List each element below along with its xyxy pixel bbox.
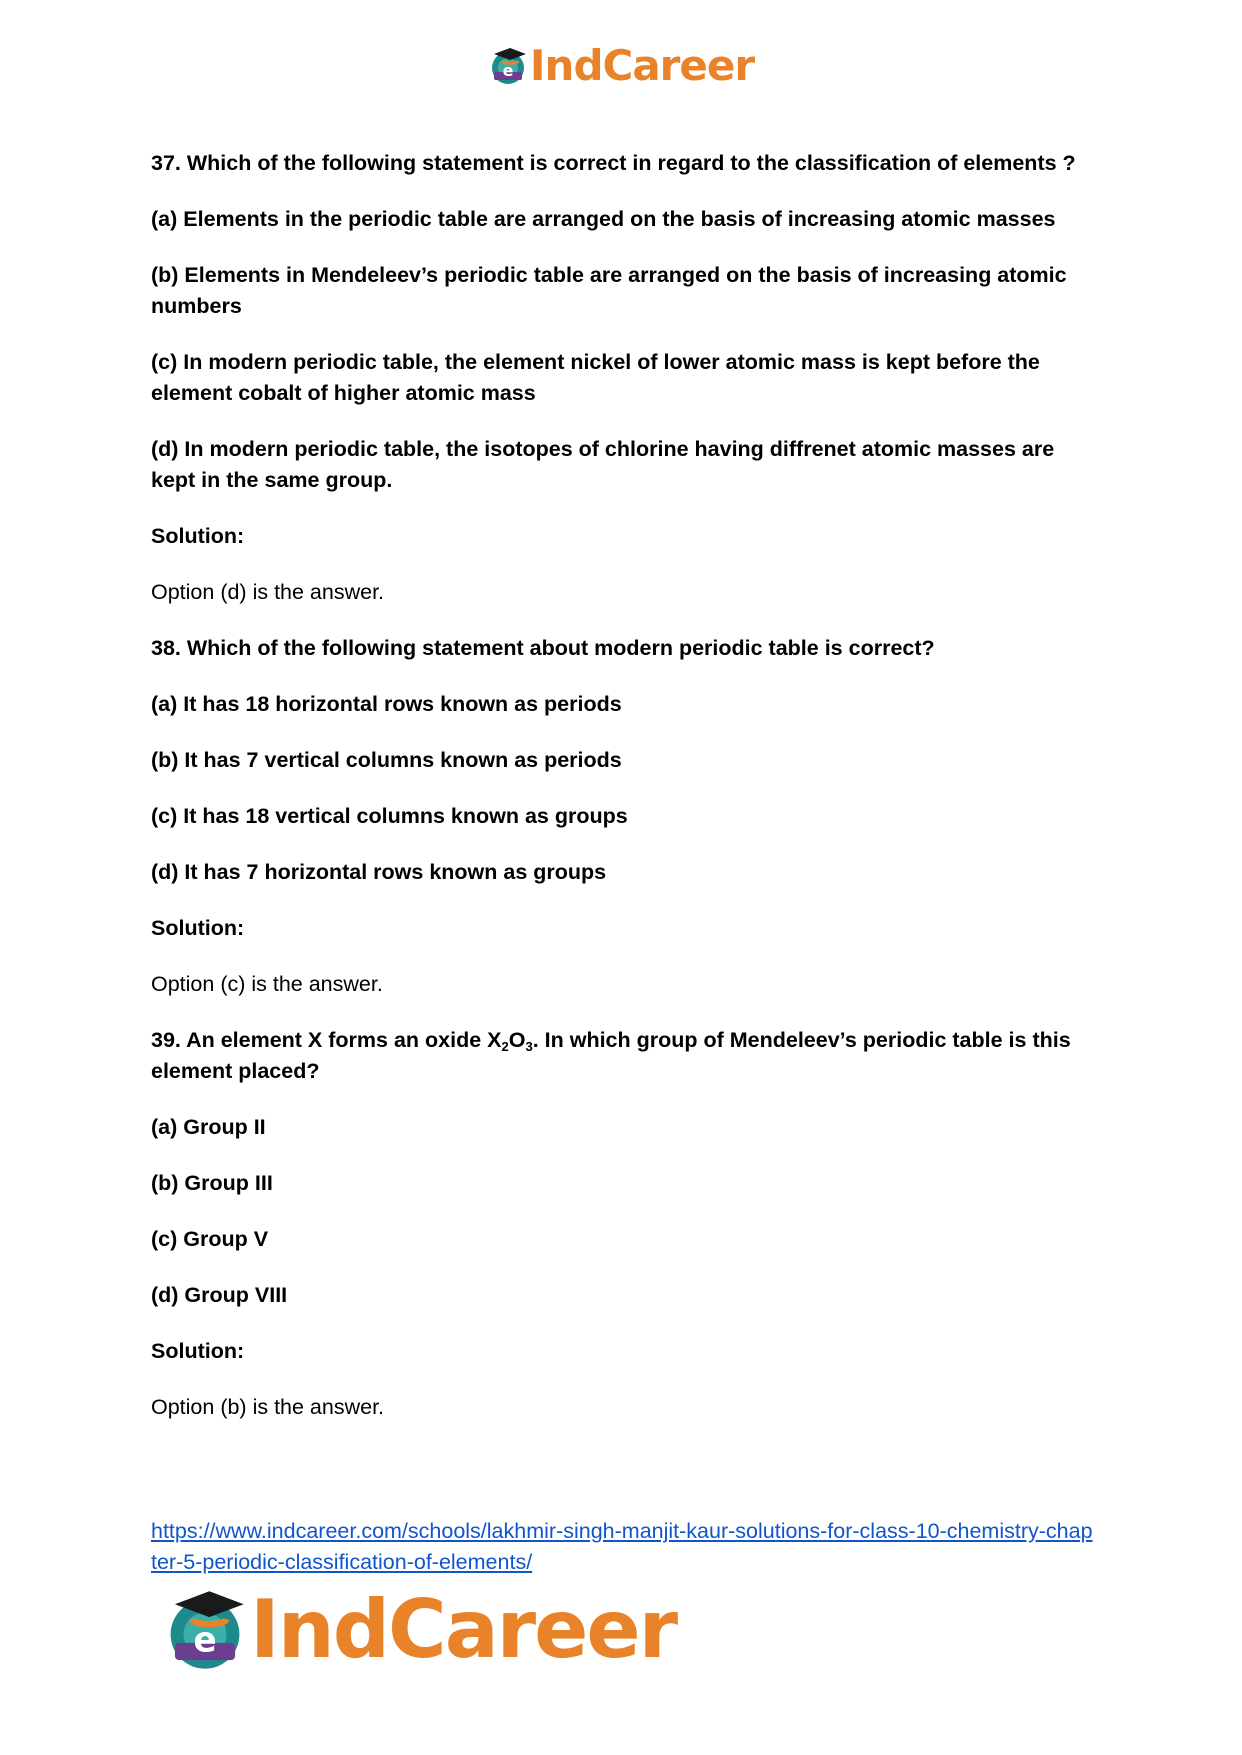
option-37d: (d) In modern periodic table, the isotopes of chlorine having diffrenet atomic masses are kept in the same group.	[151, 437, 1055, 492]
subscript-2: 2	[501, 1039, 509, 1054]
document-body	[151, 148, 1096, 1448]
option-37c: (c) In modern periodic table, the element nickel of lower atomic mass is kept before the element cobalt of higher atomic mass	[151, 350, 1040, 405]
question-39	[151, 1025, 1096, 1087]
subscript-3: 3	[525, 1039, 533, 1054]
solution-label-37: Solution:	[151, 524, 245, 548]
option-37b: (b) Elements in Mendeleev’s periodic table are arranged on the basis of increasing atomic numbers	[151, 263, 1067, 318]
source-link[interactable]: https://www.indcareer.com/schools/lakhmir-singh-manjit-kaur-solutions-for-class-10-chemistry-chapter-5-periodic-classification-of-elements/	[151, 1519, 1093, 1574]
option-38d: (d) It has 7 horizontal rows known as groups	[151, 860, 607, 884]
header-logo	[0, 40, 1242, 92]
svg-text:e: e	[193, 1620, 217, 1661]
question-37: 37. Which of the following statement is correct in regard to the classification of elements ?	[151, 151, 1076, 175]
option-39d: (d) Group VIII	[151, 1283, 288, 1307]
option-38c: (c) It has 18 vertical columns known as groups	[151, 804, 628, 828]
option-37a: (a) Elements in the periodic table are arranged on the basis of increasing atomic masses	[151, 207, 1056, 231]
option-39b: (b) Group III	[151, 1171, 273, 1195]
option-39c: (c) Group V	[151, 1227, 269, 1251]
answer-38: Option (c) is the answer.	[151, 972, 383, 996]
solution-label-39: Solution:	[151, 1339, 245, 1363]
header-logo-text: IndCareer	[529, 41, 755, 90]
footer-logo	[162, 1585, 676, 1675]
answer-39: Option (b) is the answer.	[151, 1395, 385, 1419]
question-39-mid: O	[508, 1028, 526, 1052]
option-38b: (b) It has 7 vertical columns known as periods	[151, 748, 622, 772]
svg-text:e: e	[502, 61, 514, 80]
option-39a: (a) Group II	[151, 1115, 266, 1139]
option-38a: (a) It has 18 horizontal rows known as periods	[151, 692, 622, 716]
question-39-end: . In which group of Mendeleev’s periodic table is this element placed?	[151, 1028, 1071, 1083]
question-38: 38. Which of the following statement about modern periodic table is correct?	[151, 636, 935, 660]
answer-37: Option (d) is the answer.	[151, 580, 385, 604]
question-39-start: 39. An element X forms an oxide X	[151, 1028, 502, 1052]
graduation-globe-icon	[162, 1587, 248, 1673]
graduation-globe-icon	[488, 46, 528, 86]
solution-label-38: Solution:	[151, 916, 245, 940]
footer-logo-text: IndCareer	[250, 1583, 677, 1676]
